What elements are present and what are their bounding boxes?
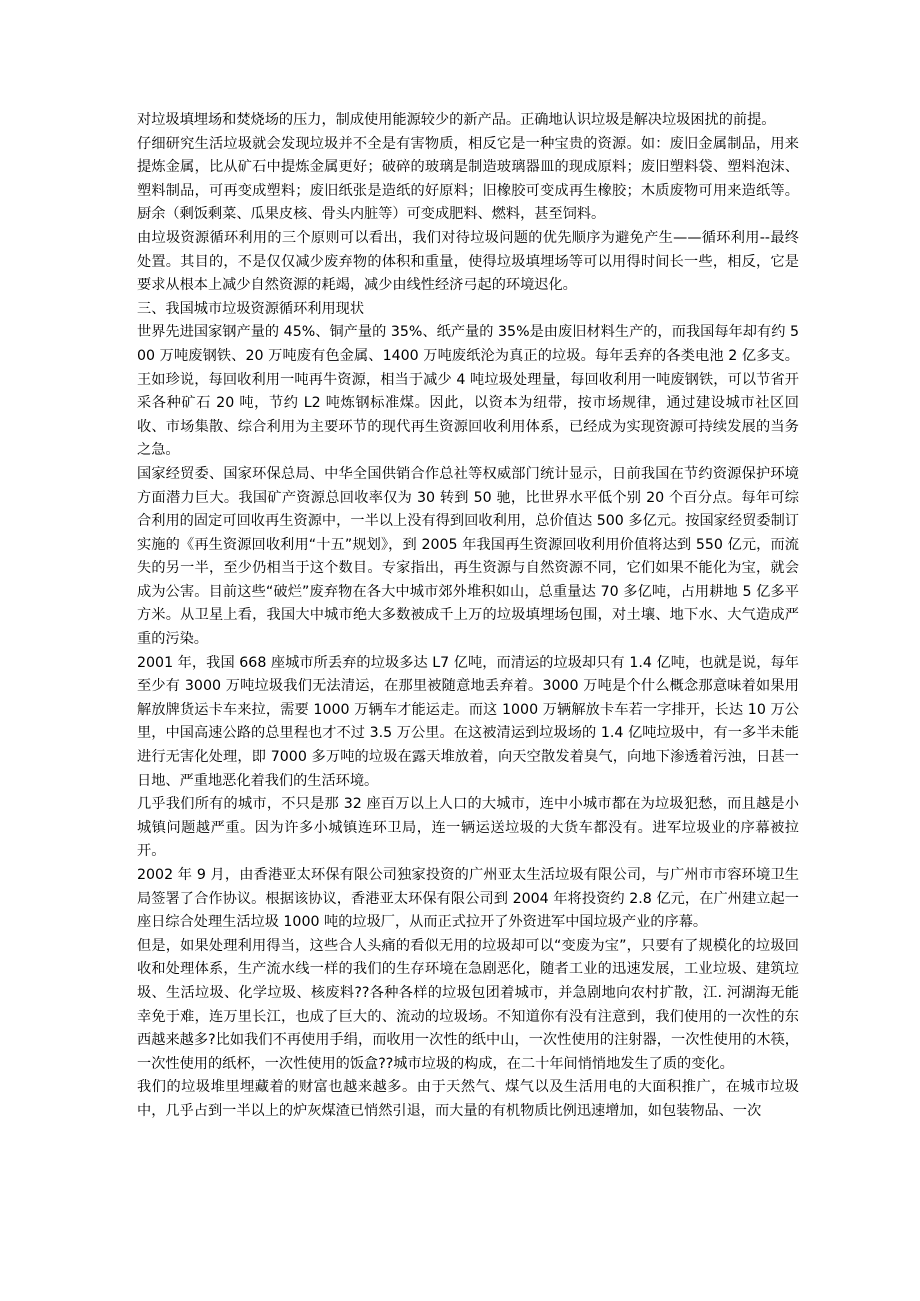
- paragraph-intro-tail: 对垃圾填埋场和焚烧场的压力，制成使用能源较少的新产品。正确地认识垃圾是解决垃圾困扰的前提。: [137, 112, 776, 128]
- paragraph-cities: 几乎我们所有的城市，不只是那 32 座百万以上人口的大城市，连中小城市都在为垃圾犯愁，而且越是小城镇问题越严重。因为许多小城镇连环卫局，连一辆运送垃圾的大货车都没有。进军垃圾业的序幕被拉开。: [137, 796, 799, 860]
- paragraph-wealth: 我们的垃圾堆里埋藏着的财富也越来越多。由于天然气、煤气以及生活用电的大面积推广，在城市垃圾中，几乎占到一半以上的炉灰煤渣已悄然引退，而大量的有机物质比例迅速增加，如包装物品、一次: [137, 1079, 799, 1119]
- document-body: [137, 109, 799, 1124]
- paragraph-2002: 2002 年 9 月，由香港亚太环保有限公司独家投资的广州亚太生活垃圾有限公司，与广州市市容环境卫生局签署了合作协议。根据该协议，香港亚太环保有限公司到 2004 年将投资约 2.8 亿元，在广州建立起一座日综合处理生活垃圾 1000 吨的垃圾厂，从而正式拉开了外资进军中国垃圾产业的序幕。: [137, 867, 799, 931]
- paragraph-2001: 2001 年，我国 668 座城市所丢弃的垃圾多达 L7 亿吨，而清运的垃圾却只有 1.4 亿吨，也就是说，每年至少有 3000 万吨垃圾我们无法清运，在那里被随意地丢弃着。3000 万吨是个什么概念那意味着如果用解放牌货运卡车来拉，需要 1000 万辆车才能运走。而这 1000 万辆解放卡车若一字排开，长达 10 万公里，中国高速公路的总里程也才不过 3.5 万公里。在这被清运到垃圾场的 1.4 亿吨垃圾中，有一多半未能进行无害化处理，即 7000 多万吨的垃圾在露天堆放着，向天空散发着臭气，向地下渗透着污浊，日甚一日地、严重地恶化着我们的生活环境。: [137, 654, 799, 789]
- section-heading: 三、我国城市垃圾资源循环利用现状: [137, 300, 365, 317]
- paragraph-however: 但是，如果处理利用得当，这些合人头痛的看似无用的垃圾却可以“变废为宝”，只要有了规模化的垃圾回收和处理体系，生产流水线一样的我们的生存环境在急剧恶化，随者工业的迅速发展，工业垃圾、建筑垃圾、生活垃圾、化学垃圾、核废料??各种各样的垃圾包团着城市，并急剧地向农村扩散，江. 河湖海无能幸免于难，连万里长江，也成了巨大的、流动的垃圾场。不知道你有没有注意到，我们使用的一次性的东西越来越多?比如我们不再使用手绢，而收用一次性的纸中山，一次性使用的注射器，一次性使用的木筷，一次性使用的纸杯，一次性使用的饭盒??城市垃圾的构成，在二十年间悄悄地发生了质的变化。: [137, 937, 799, 1072]
- paragraph-recycling-principles: 由垃圾资源循环利用的三个原则可以看出，我们对待垃圾问题的优先顺序为避免产生——循环利用--最终处置。其目的，不是仅仅减少废弃物的体积和重量，使得垃圾填埋场等可以用得时间长一些，相反，它是要求从根本上减少自然资源的耗竭，减少由线性经济弓起的环境迟化。: [137, 229, 799, 294]
- paragraph-garbage-resources: 仔细研究生活垃圾就会发现垃圾并不全是有害物质，相反它是一种宝贵的资源。如：废旧金属制品，用来提炼金属，比从矿石中提炼金属更好；破碎的玻璃是制造玻璃器皿的现成原料；废旧塑料袋、塑料泡沫、塑料制品，可再变成塑料；废旧纸张是造纸的好原料；旧橡胶可变成再生橡胶；木质废物可用来造纸等。厨余（剩饭剩菜、瓜果皮核、骨头内脏等）可变成肥料、燃料，甚至饲料。: [137, 135, 799, 223]
- paragraph-statistics: 国家经贸委、国家环保总局、中华全国供销合作总社等权威部门统计显示，日前我国在节约资源保护环境方面潜力巨大。我国矿产资源总回收率仅为 30 转到 50 驰，比世界水平低个别 20 个百分点。每年可综合利用的固定可回收再生资源中，一半以上没有得到回收利用，总价值达 500 多亿元。按国家经贸委制订实施的《再生资源回收利用“十五”规划》，到 2005 年我国再生资源回收利用价值将达到 550 亿元，而流失的另一半，至少仍相当于这个数目。专家指出，再生资源与自然资源不同，它们如果不能化为宝，就会成为公害。目前这些“破烂”废弃物在各大中城市郊外堆积如山，总重量达 70 多亿吨，占用耕地 5 亿多平方米。从卫星上看，我国大中城市绝大多数被成千上万的垃圾填埋场包围，对土壤、地下水、大气造成严重的污染。: [137, 465, 799, 648]
- paragraph-world-steel: 世界先进国家钢产量的 45%、铜产量的 35%、纸产量的 35%是由废旧材料生产的，而我国每年却有约 500 万吨废钢铁、20 万吨废有色金属、1400 万吨废纸沦为真正的垃圾。每年丢弃的各类电池 2 亿多支。王如珍说，每回收利用一吨再牛资源，相当于减少 4 吨垃圾处理量，每回收利用一吨废钢铁，可以节省开采各种矿石 20 吨，节约 L2 吨炼钢标准煤。因此，以资本为纽带，按市场规律，通过建设城市社区回收、市场集散、综合利用为主要环节的现代再生资源回收利用体系，已经成为实现资源可持续发展的当务之急。: [137, 324, 799, 459]
